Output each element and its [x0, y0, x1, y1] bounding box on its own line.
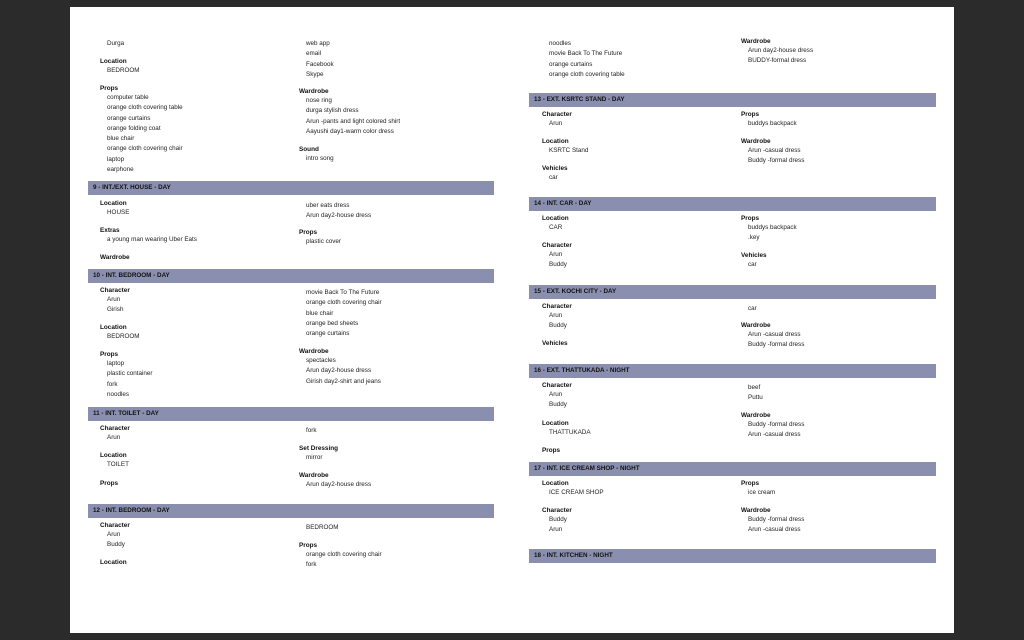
list-item: THATTUKADA: [549, 429, 591, 436]
list-item: BEDROOM: [107, 67, 140, 74]
element-group: [299, 87, 400, 137]
element-group: [100, 253, 130, 262]
element-group: [741, 304, 757, 314]
element-group: [741, 251, 767, 270]
list-item: Buddy: [549, 516, 567, 523]
list-item: BEDROOM: [107, 333, 140, 340]
scene-header[interactable]: 15 - EXT. KOCHI CITY - DAY: [529, 285, 936, 299]
element-group: [299, 541, 382, 571]
element-group: [741, 479, 775, 498]
element-group: [100, 521, 130, 551]
group-heading: Vehicles: [542, 340, 568, 347]
group-heading: Character: [542, 303, 572, 310]
list-item: Aayushi day1-warm color dress: [306, 127, 394, 135]
scene-header[interactable]: 10 - INT. BEDROOM - DAY: [88, 269, 494, 283]
group-heading: Wardrobe: [741, 412, 771, 419]
list-item: orange cloth covering table: [107, 104, 183, 112]
element-group: [299, 523, 339, 533]
list-item: buddys backpack: [748, 120, 797, 127]
document-page: [70, 7, 954, 633]
group-heading: Props: [100, 351, 119, 358]
element-group: [100, 226, 197, 245]
group-heading: Vehicles: [542, 165, 568, 172]
group-heading: Props: [299, 542, 318, 549]
list-item: a young man wearing Uber Eats: [107, 236, 197, 243]
element-group: [542, 110, 572, 129]
list-item: Arun: [549, 312, 563, 319]
element-group: [100, 57, 140, 76]
list-item: laptop: [107, 360, 125, 367]
list-item: orange cloth covering table: [549, 70, 625, 78]
list-item: Durga: [107, 40, 125, 47]
list-item: Arun: [549, 120, 563, 127]
list-item: orange curtains: [107, 114, 151, 122]
element-group: [100, 199, 129, 218]
list-item: Buddy -formal dress: [748, 421, 805, 428]
list-item: Buddy -formal dress: [748, 157, 805, 165]
list-item: .key: [748, 234, 760, 242]
scene-header[interactable]: 14 - INT. CAR - DAY: [529, 197, 936, 211]
list-item: Puttu: [748, 394, 763, 402]
list-item: durga stylish dress: [306, 107, 359, 115]
list-item: orange folding coat: [107, 124, 161, 132]
list-item: Arun: [107, 531, 121, 538]
list-item: Facebook: [306, 60, 334, 68]
group-heading: Location: [100, 452, 127, 459]
list-item: Buddy: [549, 261, 567, 269]
group-heading: Props: [100, 480, 119, 487]
list-item: Arun day2-house dress: [306, 481, 372, 488]
element-group: [299, 145, 334, 164]
element-group: [299, 444, 338, 463]
group-heading: Set Dressing: [299, 445, 339, 452]
list-item: Arun -casual dress: [748, 147, 801, 154]
list-item: computer table: [107, 94, 149, 101]
group-heading: Location: [542, 420, 569, 427]
element-group: [542, 39, 625, 80]
element-group: [741, 37, 813, 67]
list-item: CAR: [549, 224, 563, 231]
element-group: [741, 506, 804, 536]
element-group: [100, 84, 183, 175]
element-group: [542, 302, 572, 332]
element-group: [542, 137, 588, 156]
list-item: orange curtains: [306, 330, 350, 338]
list-item: Arun: [107, 434, 121, 441]
list-item: plastic cover: [306, 238, 341, 245]
list-item: spectacles: [306, 357, 336, 364]
group-heading: Location: [100, 200, 127, 207]
scene-header[interactable]: 18 - INT. KITCHEN - NIGHT: [529, 549, 936, 563]
list-item: Arun: [549, 391, 563, 398]
list-item: Girish: [107, 306, 124, 314]
list-item: plastic container: [107, 370, 153, 378]
list-item: laptop: [107, 155, 125, 163]
group-heading: Vehicles: [741, 252, 767, 259]
group-heading: Location: [100, 559, 127, 566]
group-heading: Extras: [100, 227, 120, 234]
list-item: blue chair: [107, 135, 135, 143]
list-item: email: [306, 50, 322, 58]
list-item: BEDROOM: [306, 524, 339, 531]
element-group: [100, 350, 153, 400]
group-heading: Wardrobe: [299, 88, 329, 95]
group-heading: Character: [542, 242, 572, 249]
list-item: Skype: [306, 70, 324, 78]
list-item: Arun: [107, 296, 121, 303]
element-group: [100, 451, 129, 470]
scene-header[interactable]: 12 - INT. BEDROOM - DAY: [88, 504, 494, 518]
list-item: KSRTC Stand: [549, 147, 589, 154]
element-group: [100, 286, 130, 316]
list-item: Buddy: [107, 541, 125, 549]
group-heading: Character: [542, 111, 572, 118]
group-heading: Sound: [299, 146, 319, 153]
scene-header[interactable]: 13 - EXT. KSRTC STAND - DAY: [529, 93, 936, 107]
element-group: [542, 479, 604, 498]
group-heading: Character: [542, 382, 572, 389]
list-item: car: [549, 174, 558, 181]
list-item: ice cream: [748, 489, 776, 496]
group-heading: Wardrobe: [741, 138, 771, 145]
list-item: Girish day2-shirt and jeans: [306, 377, 381, 385]
group-heading: Props: [100, 85, 119, 92]
element-group: [100, 424, 130, 443]
element-group: [741, 214, 797, 244]
element-group: [741, 411, 804, 441]
element-group: [542, 214, 569, 233]
element-group: [741, 137, 804, 167]
list-item: orange bed sheets: [306, 319, 359, 327]
list-item: movie Back To The Future: [306, 289, 380, 296]
list-item: blue chair: [306, 309, 334, 317]
element-group: [299, 228, 341, 247]
list-item: buddys backpack: [748, 224, 797, 231]
list-item: noodles: [549, 40, 572, 47]
element-group: [299, 39, 334, 80]
group-heading: Wardrobe: [100, 254, 130, 261]
element-group: [299, 347, 381, 387]
group-heading: Location: [542, 138, 569, 145]
list-item: orange cloth covering chair: [306, 551, 382, 558]
element-group: [100, 39, 124, 49]
list-item: BUDDY-formal dress: [748, 57, 807, 65]
element-group: [542, 381, 572, 411]
element-group: [542, 339, 568, 348]
list-item: beef: [748, 384, 761, 391]
element-group: [299, 201, 371, 222]
group-heading: Character: [542, 507, 572, 514]
list-item: Arun day2-house dress: [306, 212, 372, 220]
list-item: car: [748, 305, 757, 312]
list-item: Arun: [549, 251, 563, 258]
element-group: [542, 419, 591, 438]
group-heading: Wardrobe: [299, 472, 329, 479]
group-heading: Props: [299, 229, 318, 236]
scene-s13: [70, 7, 954, 633]
element-group: [299, 471, 371, 490]
list-item: earphone: [107, 166, 134, 174]
list-item: orange curtains: [549, 60, 593, 68]
group-heading: Location: [100, 58, 127, 65]
element-group: [100, 323, 140, 342]
list-item: Arun -casual dress: [748, 431, 801, 439]
group-heading: Character: [100, 287, 130, 294]
list-item: web app: [306, 40, 330, 47]
element-group: [542, 241, 572, 271]
scene-header[interactable]: 16 - EXT. THATTUKADA - NIGHT: [529, 364, 936, 378]
scene-header[interactable]: 17 - INT. ICE CREAM SHOP - NIGHT: [529, 462, 936, 476]
element-group: [542, 446, 560, 455]
element-group: [299, 288, 382, 339]
list-item: ICE CREAM SHOP: [549, 489, 604, 496]
group-heading: Props: [741, 215, 760, 222]
list-item: Arun -casual dress: [748, 526, 801, 534]
element-group: [299, 426, 317, 436]
list-item: TOILET: [107, 461, 129, 468]
list-item: noodles: [107, 390, 130, 398]
list-item: Buddy: [549, 322, 567, 330]
list-item: movie Back To The Future: [549, 50, 623, 58]
group-heading: Location: [542, 480, 569, 487]
element-group: [741, 383, 763, 404]
list-item: Arun: [549, 526, 563, 534]
list-item: HOUSE: [107, 209, 130, 216]
list-item: Arun day2-house dress: [748, 47, 814, 54]
list-item: Arun -casual dress: [748, 331, 801, 338]
element-group: [542, 164, 568, 183]
list-item: Arun day2-house dress: [306, 367, 372, 375]
list-item: Buddy -formal dress: [748, 516, 805, 523]
element-group: [741, 110, 797, 129]
group-heading: Character: [100, 522, 130, 529]
list-item: fork: [306, 427, 317, 434]
group-heading: Character: [100, 425, 130, 432]
element-group: [741, 321, 804, 351]
group-heading: Props: [741, 111, 760, 118]
list-item: uber eats dress: [306, 202, 350, 209]
list-item: fork: [306, 561, 317, 569]
list-item: Arun -pants and light colored shirt: [306, 117, 401, 125]
group-heading: Props: [741, 480, 760, 487]
group-heading: Wardrobe: [741, 507, 771, 514]
list-item: car: [748, 261, 757, 268]
list-item: nose ring: [306, 97, 332, 104]
group-heading: Location: [542, 215, 569, 222]
list-item: fork: [107, 380, 118, 388]
group-heading: Wardrobe: [299, 348, 329, 355]
element-group: [542, 506, 572, 536]
list-item: orange cloth covering chair: [306, 299, 382, 307]
group-heading: Wardrobe: [741, 322, 771, 329]
scene-header[interactable]: 9 - INT./EXT. HOUSE - DAY: [88, 181, 494, 195]
list-item: Buddy: [549, 401, 567, 409]
element-group: [100, 479, 118, 488]
element-group: [100, 558, 127, 567]
scene-header[interactable]: 11 - INT. TOILET - DAY: [88, 407, 494, 421]
group-heading: Props: [542, 447, 561, 454]
list-item: intro song: [306, 155, 334, 162]
group-heading: Location: [100, 324, 127, 331]
group-heading: Wardrobe: [741, 38, 771, 45]
list-item: orange cloth covering chair: [107, 145, 183, 153]
list-item: mirror: [306, 454, 323, 461]
list-item: Buddy -formal dress: [748, 341, 805, 349]
